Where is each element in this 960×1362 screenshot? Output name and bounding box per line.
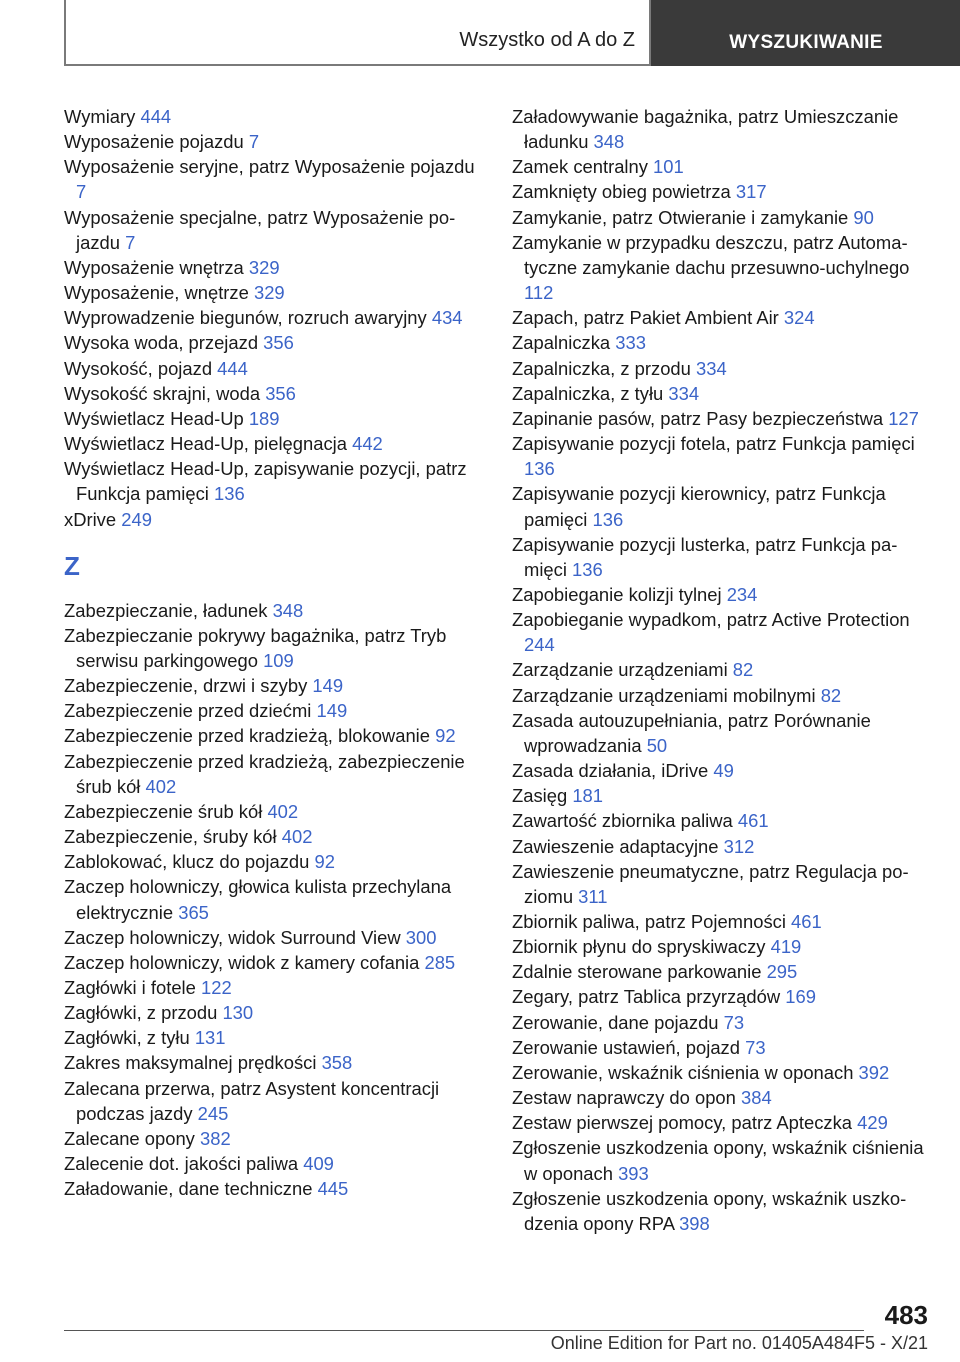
index-entry (512, 1186, 927, 1236)
chapter-title: Wszystko od A do Z (64, 0, 651, 66)
index-entry-term: Zapalniczka (512, 332, 616, 354)
index-entry-term: Wyposażenie seryjne, patrz Wyposażenie pojazdu (64, 156, 475, 178)
index-entry (64, 849, 484, 874)
index-column-left (64, 104, 484, 1201)
page-reference-link[interactable]: 149 (316, 700, 348, 722)
footer-edition: Online Edition for Part no. 01405A484F5 - X/21 (550, 1333, 928, 1353)
index-list-z-continued (512, 104, 927, 1236)
index-entry-term: Zabezpieczanie pokrywy bagażnika, patrz Tryb serwisu parkingowego (64, 624, 447, 671)
index-entry (512, 532, 927, 582)
index-entry (64, 280, 484, 305)
index-entry (64, 950, 484, 975)
page-reference-link[interactable]: 90 (853, 206, 874, 228)
index-entry-term: Zablokować, klucz do pojazdu (64, 851, 315, 873)
index-entry (64, 104, 484, 129)
page-header (64, 0, 960, 66)
index-entry-term: Zapisywanie pozycji kierownicy, patrz Funkcja pamięci (512, 483, 886, 530)
page-reference-link[interactable]: 136 (524, 458, 555, 480)
index-entry-term: Zamykanie, patrz Otwieranie i zamykanie (512, 206, 854, 228)
page-reference-link[interactable]: 181 (572, 785, 603, 807)
index-entry-term: Wyposażenie wnętrza (64, 256, 249, 278)
page-reference-link[interactable]: 82 (820, 684, 842, 706)
index-entry-term: Zapobieganie kolizji tylnej (512, 583, 727, 605)
index-entry (64, 1000, 484, 1025)
index-entry (512, 758, 927, 783)
index-entry (512, 330, 927, 355)
index-entry-term: Zalecane opony (64, 1127, 200, 1149)
page-reference-link[interactable]: 445 (317, 1178, 349, 1200)
index-entry (512, 934, 927, 959)
page-reference-link[interactable]: 109 (263, 649, 294, 671)
page-reference-link[interactable]: 312 (723, 835, 755, 857)
index-entry-term: Zerowanie, dane pojazdu (512, 1011, 724, 1033)
footer-divider (64, 1330, 864, 1331)
index-entry-term: Zapisywanie pozycji fotela, patrz Funkcja pamięci (512, 433, 915, 455)
index-entry (512, 808, 927, 833)
index-entry-term: Zestaw naprawczy do opon (512, 1087, 741, 1109)
index-entry-term: Zalecenie dot. jakości paliwa (64, 1153, 304, 1175)
page-reference-link[interactable]: 295 (766, 961, 798, 983)
index-entry (512, 1035, 927, 1060)
index-entry (512, 657, 927, 682)
page-reference-link[interactable]: 311 (578, 885, 608, 907)
page-reference-link[interactable]: 136 (213, 483, 245, 505)
page-reference-link[interactable]: 434 (431, 307, 463, 329)
index-entry-term: Zaczep holowniczy, widok Surround View (64, 926, 406, 948)
page-reference-link[interactable]: 461 (737, 810, 769, 832)
index-entry (64, 673, 484, 698)
index-entry-term: Zarządzanie urządzeniami mobilnymi (512, 684, 821, 706)
index-entry (64, 507, 484, 532)
index-entry-term: Wyświetlacz Head-Up, zapisywanie pozycji, patrz Funkcja pamięci (64, 458, 467, 505)
page-reference-link[interactable]: 149 (312, 675, 344, 697)
index-list-z (64, 598, 484, 1202)
page-reference-link[interactable]: 92 (314, 851, 335, 873)
index-entry-term: Zgłoszenie uszkodzenia opony, wskaźnik ciśnienia w oponach (512, 1137, 924, 1184)
page-reference-link[interactable]: 131 (194, 1027, 226, 1049)
index-entry (512, 1010, 927, 1035)
index-entry (512, 1060, 927, 1085)
index-entry-term: Zerowanie ustawień, pojazd (512, 1036, 746, 1058)
page-reference-link[interactable]: 234 (726, 583, 758, 605)
page-reference-link[interactable]: 409 (303, 1153, 334, 1175)
index-entry (64, 598, 484, 623)
index-entry (512, 607, 927, 657)
index-entry (64, 874, 484, 924)
index-entry-term: Zapalniczka, z przodu (512, 357, 696, 379)
index-entry (64, 456, 484, 506)
index-entry-term: Zabezpieczenie, śruby kół (64, 826, 282, 848)
index-entry (512, 859, 927, 909)
index-entry-term: Zagłówki, z tyłu (64, 1027, 195, 1049)
page-reference-link[interactable]: 393 (618, 1162, 649, 1184)
index-entry-term: Zaczep holowniczy, głowica kulista przechylana elektrycznie (64, 876, 452, 923)
index-entry-term: Wysoka woda, przejazd (64, 332, 264, 354)
index-entry-term: Zaczep holowniczy, widok z kamery cofania (64, 951, 425, 973)
index-entry (512, 154, 927, 179)
index-entry-term: Zbiornik paliwa, patrz Pojemności (512, 911, 792, 932)
index-entry (64, 205, 484, 255)
index-entry (512, 406, 927, 431)
index-entry (64, 824, 484, 849)
index-entry (512, 481, 927, 531)
page-reference-link[interactable]: 7 (248, 131, 260, 153)
index-entry (64, 356, 484, 381)
page-reference-link[interactable]: 398 (679, 1212, 710, 1234)
index-entry-term: Wyposażenie, wnętrze (64, 282, 254, 304)
index-entry (512, 356, 927, 381)
index-entry-term: Zabezpieczenie, drzwi i szyby (64, 675, 313, 697)
page-reference-link[interactable]: 461 (791, 911, 822, 932)
chapter-tab: WYSZUKIWANIE (651, 0, 960, 66)
index-entry (512, 381, 927, 406)
index-entry (64, 330, 484, 355)
page-reference-link[interactable]: 329 (248, 256, 280, 278)
index-entry (64, 1126, 484, 1151)
page-reference-link[interactable]: 300 (405, 926, 437, 948)
page-reference-link[interactable]: 329 (253, 282, 285, 304)
page-reference-link[interactable]: 333 (615, 332, 646, 354)
index-entry (64, 305, 484, 330)
index-entry-term: Zamykanie w przypadku deszczu, patrz Automatyczne zamykanie dachu przesuwno-uchylnego (512, 231, 910, 278)
index-entry-term: Zawieszenie pneumatyczne, patrz Regulacja poziomu (512, 860, 909, 907)
index-entry (64, 255, 484, 280)
index-section-letter: Z (64, 550, 80, 581)
page-reference-link[interactable]: 444 (217, 357, 248, 379)
index-entry-term: Zabezpieczenie śrub kół (64, 800, 268, 822)
page-reference-link[interactable]: 402 (281, 826, 313, 848)
page-reference-link[interactable]: 7 (125, 231, 136, 253)
index-entry-term: Zagłówki, z przodu (64, 1002, 223, 1024)
index-entry (512, 984, 927, 1009)
page-reference-link[interactable]: 249 (121, 508, 152, 530)
index-entry-term: Zerowanie, wskaźnik ciśnienia w oponach (512, 1061, 859, 1083)
page-reference-link[interactable]: 392 (858, 1061, 890, 1083)
index-entry-term: Zalecana przerwa, patrz Asystent koncentracji podczas jazdy (64, 1077, 440, 1124)
index-entry (512, 104, 927, 154)
index-entry (512, 179, 927, 204)
page-reference-link[interactable]: 122 (200, 977, 232, 998)
page-reference-link[interactable]: 73 (745, 1036, 766, 1058)
index-entry (64, 1151, 484, 1176)
page-reference-link[interactable]: 356 (263, 332, 294, 354)
index-entry-term: Załadowywanie bagażnika, patrz Umieszczanie ładunku (512, 106, 899, 153)
page-reference-link[interactable]: 136 (592, 508, 624, 530)
index-entry-term: Wysokość, pojazd (64, 357, 218, 379)
page-reference-link[interactable]: 112 (524, 282, 554, 304)
page-reference-link[interactable]: 92 (435, 725, 456, 747)
index-column-right (512, 104, 927, 1236)
page-reference-link[interactable]: 169 (785, 986, 816, 1008)
index-entry-term: Zagłówki i fotele (64, 977, 201, 998)
index-entry (64, 1025, 484, 1050)
page-reference-link[interactable]: 101 (653, 156, 684, 178)
page-reference-link[interactable]: 50 (646, 734, 668, 756)
index-entry-term: Załadowanie, dane techniczne (64, 1178, 318, 1200)
index-entry (512, 959, 927, 984)
index-entry-term: Zegary, patrz Tablica przyrządów (512, 986, 786, 1008)
index-entry (64, 1050, 484, 1075)
index-entry-term: Zapach, patrz Pakiet Ambient Air (512, 307, 784, 329)
index-entry (64, 975, 484, 1000)
page-reference-link[interactable]: 334 (696, 357, 727, 379)
index-entry-term: Zgłoszenie uszkodzenia opony, wskaźnik uszkodzenia opony RPA (512, 1187, 907, 1234)
index-entry (64, 1076, 484, 1126)
index-entry (512, 834, 927, 859)
page-reference-link[interactable]: 442 (352, 433, 383, 455)
index-entry (64, 723, 484, 748)
page-reference-link[interactable]: 244 (524, 634, 555, 656)
index-entry (64, 698, 484, 723)
index-entry-term: Zapobieganie wypadkom, patrz Active Protection (512, 609, 910, 631)
index-entry-term: Wysokość skrajni, woda (64, 382, 266, 404)
index-entry-term: Zasada działania, iDrive (512, 760, 714, 782)
index-entry (512, 708, 927, 758)
page-reference-link[interactable]: 444 (140, 106, 172, 127)
index-entry-term: xDrive (64, 508, 122, 530)
index-entry-term: Wyświetlacz Head-Up (64, 407, 249, 429)
index-entry-term: Wyposażenie pojazdu (64, 131, 249, 153)
index-entry-term: Wyświetlacz Head-Up, pielęgnacja (64, 433, 353, 455)
index-entry-term: Wymiary (64, 106, 141, 127)
page-reference-link[interactable]: 285 (424, 951, 456, 973)
index-entry-term: Zabezpieczenie przed kradzieżą, zabezpieczenie śrub kół (64, 750, 465, 797)
index-entry-term: Zasięg (512, 785, 573, 807)
index-entry-term: Zasada autouzupełniania, patrz Porównanie wprowadzania (512, 709, 871, 756)
index-entry (64, 154, 484, 204)
page-reference-link[interactable]: 136 (572, 558, 603, 580)
index-entry-term: Zdalnie sterowane parkowanie (512, 961, 767, 983)
index-entry-term: Wyprowadzenie biegunów, rozruch awaryjny (64, 307, 432, 329)
index-entry-term: Zapisywanie pozycji lusterka, patrz Funkcja pamięci (512, 533, 898, 580)
page-reference-link[interactable]: 348 (272, 599, 304, 621)
page-reference-link[interactable]: 73 (723, 1011, 745, 1033)
page-reference-link[interactable]: 49 (713, 760, 734, 782)
index-entry (512, 1135, 927, 1185)
index-entry (512, 582, 927, 607)
page-reference-link[interactable]: 317 (735, 181, 767, 203)
page-reference-link[interactable]: 127 (888, 407, 919, 429)
page-reference-link[interactable]: 130 (222, 1002, 254, 1024)
page-reference-link[interactable]: 384 (741, 1087, 772, 1109)
index-entry-term: Zakres maksymalnej prędkości (64, 1052, 322, 1074)
page-reference-link[interactable]: 429 (857, 1112, 888, 1134)
index-entry-term: Zabezpieczenie przed dziećmi (64, 700, 317, 722)
page-reference-link[interactable]: 348 (593, 131, 625, 153)
index-entry-term: Zapalniczka, z tyłu (512, 382, 669, 404)
index-entry-term: Zawartość zbiornika paliwa (512, 810, 738, 832)
index-entry-term: Wyposażenie specjalne, patrz Wyposażenie pojazdu (64, 206, 456, 253)
index-entry (64, 749, 484, 799)
index-entry (512, 205, 927, 230)
index-entry (512, 683, 927, 708)
index-list-w (64, 104, 484, 532)
index-entry (64, 623, 484, 673)
index-entry-term: Zamek centralny (512, 156, 654, 178)
page-reference-link[interactable]: 334 (668, 382, 700, 404)
page-reference-link[interactable]: 82 (732, 659, 754, 681)
index-entry-term: Zbiornik płynu do spryskiwaczy (512, 936, 771, 958)
page-reference-link[interactable]: 356 (265, 382, 296, 404)
index-entry (512, 431, 927, 481)
page-reference-link[interactable]: 358 (321, 1052, 353, 1074)
index-entry (512, 1110, 927, 1135)
index-entry (64, 431, 484, 456)
page-reference-link[interactable]: 189 (248, 407, 280, 429)
index-entry-term: Zestaw pierwszej pomocy, patrz Apteczka (512, 1112, 858, 1134)
index-entry (512, 1085, 927, 1110)
page-reference-link[interactable]: 245 (197, 1102, 229, 1124)
index-entry-term: Zabezpieczenie przed kradzieżą, blokowanie (64, 725, 436, 747)
index-entry (512, 305, 927, 330)
page-reference-link[interactable]: 7 (76, 181, 87, 203)
page-reference-link[interactable]: 365 (178, 901, 209, 923)
index-entry (64, 129, 484, 154)
index-entry-term: Zabezpieczanie, ładunek (64, 599, 273, 621)
page-number: 483 (884, 1300, 928, 1330)
page-reference-link[interactable]: 419 (770, 936, 802, 958)
index-entry (64, 1176, 484, 1201)
page-reference-link[interactable]: 402 (145, 775, 177, 797)
index-entry-term: Zawieszenie adaptacyjne (512, 835, 724, 857)
index-entry (64, 381, 484, 406)
index-entry (512, 230, 927, 305)
index-entry (512, 909, 927, 934)
page-reference-link[interactable]: 324 (783, 307, 815, 329)
index-entry-term: Zarządzanie urządzeniami (512, 659, 733, 681)
page-reference-link[interactable]: 402 (267, 800, 299, 822)
index-entry (64, 799, 484, 824)
index-entry (512, 783, 927, 808)
index-entry-term: Zamknięty obieg powietrza (512, 181, 736, 203)
index-entry-term: Zapinanie pasów, patrz Pasy bezpieczeństwa (512, 407, 889, 429)
index-entry (64, 406, 484, 431)
page-reference-link[interactable]: 382 (199, 1127, 231, 1149)
index-entry (64, 925, 484, 950)
